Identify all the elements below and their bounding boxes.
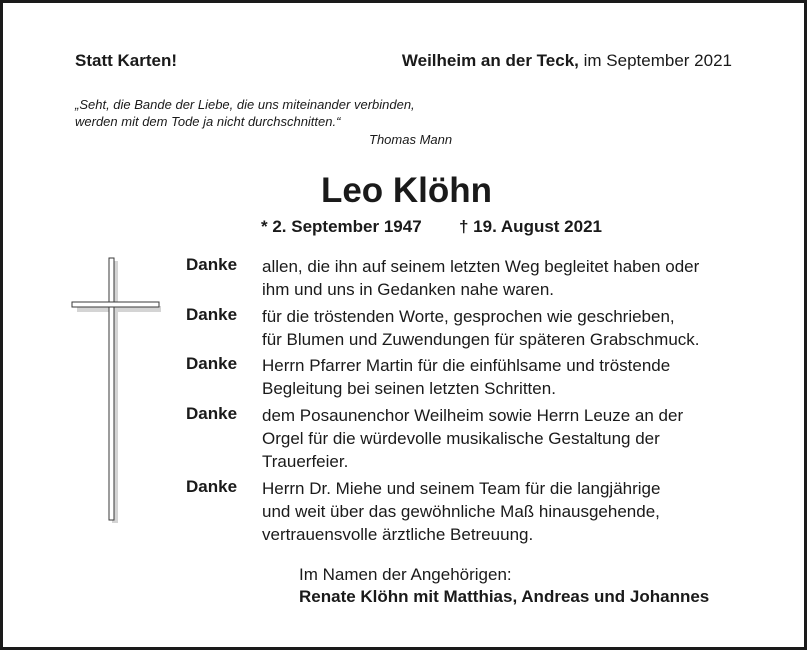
signature-names: Renate Klöhn mit Matthias, Andreas und Johannes — [299, 587, 710, 606]
thanks-text-line: vertrauensvolle ärztliche Betreuung. — [262, 525, 534, 544]
thanks-text-line: Herrn Dr. Miehe und seinem Team für die langjährige — [262, 479, 661, 498]
header-statt-karten: Statt Karten! — [75, 51, 178, 70]
thanks-text-line: allen, die ihn auf seinem letzten Weg begleitet haben oder — [262, 257, 700, 276]
thanks-text-line: Trauerfeier. — [262, 452, 349, 471]
thanks-word: Danke — [186, 404, 238, 423]
thanks-text-line: dem Posaunenchor Weilheim sowie Herrn Leuze an der — [262, 406, 684, 425]
deceased-name: Leo Klöhn — [320, 171, 493, 210]
header-place: Weilheim an der Teck, — [401, 51, 579, 70]
latin-cross-icon — [69, 255, 169, 525]
death-date: † 19. August 2021 — [459, 217, 602, 236]
thanks-text-line: Herrn Pfarrer Martin für die einfühlsame und tröstende — [262, 356, 671, 375]
thanks-text-line: Orgel für die würdevolle musikalische Gestaltung der — [262, 429, 660, 448]
thanks-word: Danke — [186, 305, 238, 324]
thanks-text-line: für die tröstenden Worte, gesprochen wie geschrieben, — [262, 307, 675, 326]
birth-date: * 2. September 1947 — [261, 217, 422, 236]
thanks-text-line: ihm und uns in Gedanken nahe waren. — [262, 280, 555, 299]
thanks-word: Danke — [186, 255, 238, 274]
thanks-text-line: Begleitung bei seinen letzten Schritten. — [262, 379, 556, 398]
header-date: im September 2021 — [583, 51, 732, 70]
quote-line-1: „Seht, die Bande der Liebe, die uns miteinander verbinden, — [75, 97, 415, 112]
thanks-text-line: und weit über das gewöhnliche Maß hinausgehende, — [262, 502, 660, 521]
thanks-text-line: für Blumen und Zuwendungen für späteren Grabschmuck. — [262, 330, 700, 349]
quote-author: Thomas Mann — [369, 132, 453, 147]
thanks-word: Danke — [186, 477, 238, 496]
thanks-word: Danke — [186, 354, 238, 373]
header-place-date — [402, 51, 732, 71]
quote-line-2: werden mit dem Tode ja nicht durchschnitten.“ — [75, 114, 341, 129]
signature-intro: Im Namen der Angehörigen: — [299, 565, 512, 584]
